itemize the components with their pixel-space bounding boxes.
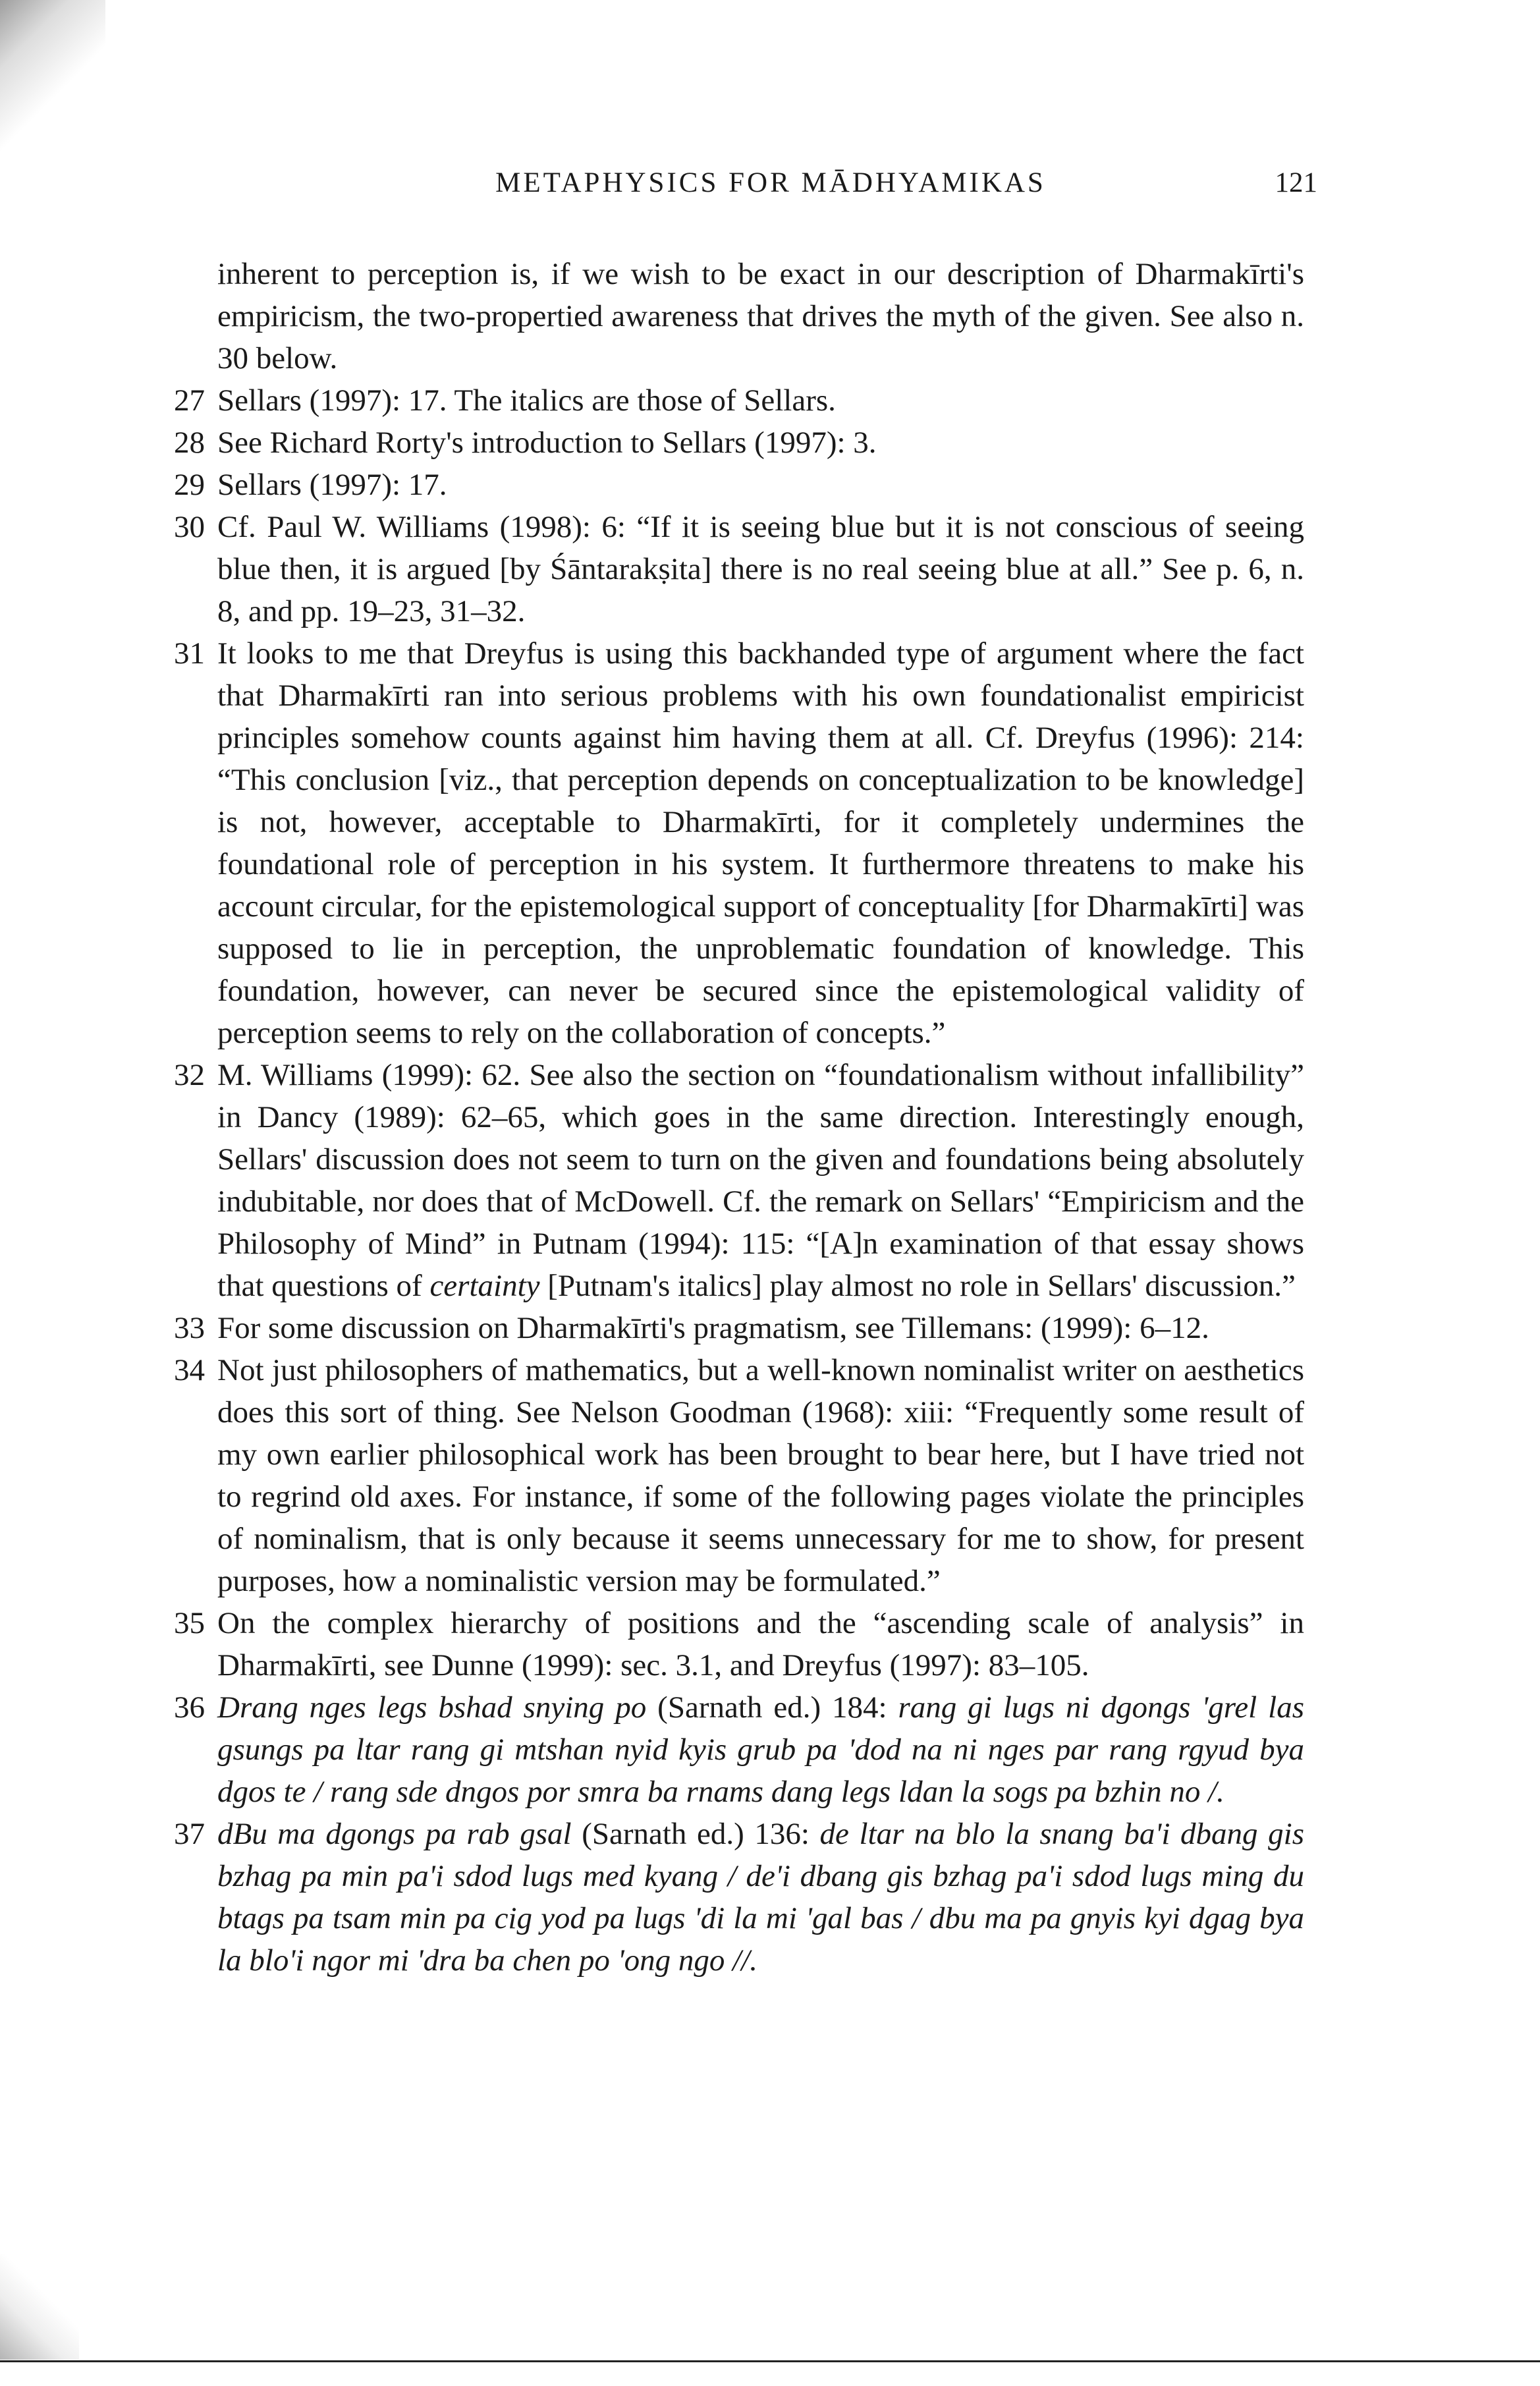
note-text: Cf. Paul W. Williams (1998): 6: “If it is seeing blue but it is not conscious of seeing blue then, it is argued [by Śāntarakṣita] there is no real seeing blue at all.” See p. 6, n. 8, and pp. 19–23, 31–32. <box>217 510 1304 628</box>
note-35 <box>174 1602 1304 1686</box>
note-number: 28 <box>174 426 205 460</box>
page-number: 121 <box>1275 167 1317 198</box>
note-27 <box>174 379 1304 422</box>
note-number: 34 <box>174 1353 205 1387</box>
note-number: 37 <box>174 1817 205 1851</box>
note-text: Not just philosophers of mathematics, but a well-known nominalist writer on aesthetics does this sort of thing. See Nelson Goodman (1968): xiii: “Frequently some result of my own earlier philosophical work has been brought to bear here, but I have tried not to regrind old axes. For instance, if some of the following pages violate the principles of nominalism, that is only because it seems unnecessary for me to show, for present purposes, how a nominalistic version may be formulated.” <box>217 1353 1304 1598</box>
note-30 <box>174 506 1304 632</box>
note-citation: (Sarnath ed.) 184: <box>646 1690 898 1725</box>
note-tibetan-quote: rang gi lugs ni dgongs 'grel las gsungs pa ltar rang gi mtshan nyid kyis grub pa 'dod na ni nges par rang rgyud bya dgos te / rang sde dngos por smra ba rnams dang legs ldan la sogs pa bzhin no /. <box>217 1690 1305 1809</box>
note-text: On the complex hierarchy of positions and the “ascending scale of analysis” in Dharmakīrti, see Dunne (1999): sec. 3.1, and Dreyfus (1997): 83–105. <box>217 1606 1304 1682</box>
note-36 <box>174 1686 1305 1813</box>
note-37 <box>174 1813 1304 1982</box>
scan-shadow-top-left <box>0 0 105 171</box>
note-text-end: [Putnam's italics] play almost no role in Sellars' discussion.” <box>539 1269 1296 1303</box>
note-number: 30 <box>174 510 205 544</box>
note-continuation: inherent to perception is, if we wish to be exact in our description of Dharmakīrti's empiricism, the two-propertied awareness that drives the myth of the given. See also n. 30 below. <box>217 257 1304 375</box>
note-work-title: Drang nges legs bshad snying po <box>217 1690 647 1725</box>
note-33 <box>174 1307 1304 1349</box>
note-29 <box>174 464 1304 506</box>
note-number: 35 <box>174 1606 205 1640</box>
note-32 <box>174 1054 1304 1307</box>
note-text: For some discussion on Dharmakīrti's pragmatism, see Tillemans: (1999): 6–12. <box>217 1311 1209 1345</box>
note-tibetan-quote: de ltar na blo la snang ba'i dbang gis bzhag pa min pa'i sdod lugs med kyang / de'i dbang gis bzhag pa'i sdod lugs ming du btags pa tsam min pa cig yod pa lugs 'di la mi 'gal bas / dbu ma pa gnyis kyi dgag bya la blo'i ngor mi 'dra ba chen po 'ong ngo //. <box>217 1817 1304 1978</box>
note-number: 32 <box>174 1058 205 1092</box>
note-number: 33 <box>174 1311 205 1345</box>
note-citation: (Sarnath ed.) 136: <box>571 1817 820 1851</box>
note-text: Sellars (1997): 17. <box>217 468 447 502</box>
note-31 <box>174 632 1304 1054</box>
endnotes <box>174 253 1305 1982</box>
note-work-title: dBu ma dgongs pa rab gsal <box>217 1817 572 1851</box>
scan-shadow-bottom-left <box>0 2254 79 2360</box>
running-title: METAPHYSICS FOR MĀDHYAMIKAS <box>495 167 1046 198</box>
running-head <box>224 163 1317 203</box>
note-number: 31 <box>174 636 205 671</box>
note-number: 29 <box>174 468 205 502</box>
note-34 <box>174 1349 1304 1602</box>
note-emphasis: certainty <box>429 1269 540 1303</box>
note-text: Sellars (1997): 17. The italics are those of Sellars. <box>217 383 836 418</box>
note-text: It looks to me that Dreyfus is using this backhanded type of argument where the fact that Dharmakīrti ran into serious problems with his own foundationalist empiricist principles somehow counts against him having them at all. Cf. Dreyfus (1996): 214: “This conclusion [viz., that perception depends on conceptualization to be knowledge] is not, however, acceptable to Dharmakīrti, for it completely undermines the foundational role of perception in his system. It furthermore threatens to make his account circular, for the epistemological support of conceptuality [for Dharmakīrti] was supposed to lie in perception, the unproblematic foundation of knowledge. This foundation, however, can never be secured since the epistemological validity of perception seems to rely on the collaboration of concepts.” <box>217 636 1304 1050</box>
note-text: See Richard Rorty's introduction to Sellars (1997): 3. <box>217 426 877 460</box>
note-number: 36 <box>174 1690 205 1725</box>
note-number: 27 <box>174 383 205 418</box>
note-28 <box>174 422 1304 464</box>
note-text: M. Williams (1999): 62. See also the section on “foundationalism without infallibility” in Dancy (1989): 62–65, which goes in the same direction. Interestingly enough, Sellars' discussion does not seem to turn on the given and foundations being absolutely indubitable, nor does that of McDowell. Cf. the remark on Sellars' “Empiricism and the Philosophy of Mind” in Putnam (1994): 115: “[A]n examination of that essay shows that questions of <box>217 1058 1304 1303</box>
scan-edge-rule <box>0 2360 1540 2362</box>
